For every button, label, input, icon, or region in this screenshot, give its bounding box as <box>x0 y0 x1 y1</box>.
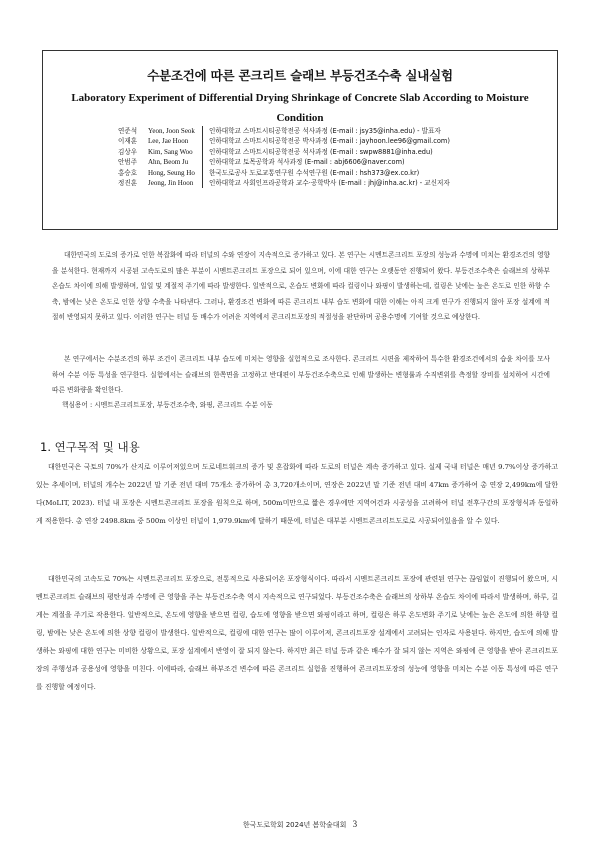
paper-title-korean: 수분조건에 따른 콘크리트 슬래브 부등건조수축 실내실험 <box>147 68 453 83</box>
author-affiliation: 인하대학교 스마트시티공학전공 박사과정 (E-mail : jayhoon.lee96@gmail.com) <box>202 136 450 146</box>
keywords: 핵심용어 : 시멘트콘크리트포장, 부등건조수축, 와핑, 콘크리트 수분 이동 <box>62 401 273 409</box>
body-paragraph-1 <box>36 458 558 530</box>
author-affiliation: 인하대학교 스마트시티공학전공 석사과정 (E-mail : jsy35@inha.edu) - 발표자 <box>202 126 441 136</box>
author-name-korean: 안범주 <box>118 158 138 167</box>
author-row <box>118 178 450 188</box>
author-affiliation: 인하대학교 토목공학과 석사과정 (E-mail : abj6606@naver.com) <box>202 157 405 167</box>
abstract-paragraph-1 <box>52 248 550 326</box>
section-heading: 1. 연구목적 및 내용 <box>40 440 140 454</box>
author-affiliation: 인하대학교 사회인프라공학과 교수·공학박사 (E-mail : jhj@inha.ac.kr) - 교신저자 <box>202 178 450 188</box>
author-list <box>118 126 450 188</box>
author-name-english: Ahn, Beom Ju <box>148 158 189 167</box>
abstract-text: 본 연구에서는 수분조건의 하부 조건이 콘크리트 내부 습도에 미치는 영향을 실험적으로 조사한다. 콘크리트 시편을 제작하여 특수한 환경조건에서의 습윤 차이를 모사하여 수분 이동 특성을 연구한다. 실험에서는 슬래브의 한쪽면을 고정하고 반대편이 부등건조수축으로 인해 발생하는 변형률과 수직변위를 측정할 장비를 설치하여 시간에 따른 변화량을 확인한다. <box>52 355 550 395</box>
body-paragraph-2 <box>36 570 558 696</box>
author-name-korean: 정진훈 <box>118 179 138 188</box>
conference-name: 한국도로학회 2024년 봄학술대회 <box>242 821 347 829</box>
author-row <box>118 147 450 157</box>
paper-title-english: Laboratory Experiment of Differential Drying Shrinkage of Concrete Slab According to Moisture Condition <box>71 92 529 124</box>
abstract-text: 대한민국의 도로의 증가로 인한 복잡화에 따라 터널의 수와 연장이 지속적으로 증가하고 있다. 본 연구는 시멘트콘크리트 포장의 성능과 수명에 미치는 환경조건의 영향을 분석한다. 현재까지 시공된 고속도로의 많은 부분이 시멘트콘크리트 포장으로 되어 있으며, 이에 대한 연구는 오랫동안 진행되어 왔다. 부등건조수축은 슬래브의 상하부 온습도 차이에 의해 발생하며, 일일 및 계절적 주기에 따라 발생한다. 일반적으로, 온습도 변화에 따라 컬링이나 와핑이 발생하는데, 컬링은 낮에는 높은 온도로 인한 하향 수축, 밤에는 낮은 온도로 인한 상향 수축을 나타낸다. 그러나, 환경조건 변화에 따른 콘크리트 내부 습도 변화에 대한 이해는 아직 크게 연구가 진행되지 않아 포장 설계에 적절히 반영되지 못하고 있다. 이러한 연구는 터널 등 배수가 어려운 지역에서 콘크리트포장의 적절성을 판단하며 공용수명에 기여할 것으로 예상한다. <box>52 251 550 322</box>
author-row <box>118 168 450 178</box>
author-row <box>118 126 450 136</box>
author-name-english: Lee, Jae Hoon <box>148 137 189 146</box>
author-name-korean: 이재훈 <box>118 137 138 146</box>
author-name-korean: 홍승호 <box>118 168 138 177</box>
page-number: 3 <box>352 819 358 829</box>
author-name-english: Kim, Sang Woo <box>148 147 193 156</box>
author-name-english: Hong, Seung Ho <box>148 168 195 177</box>
abstract-paragraph-2 <box>52 352 550 399</box>
author-row <box>118 157 450 167</box>
author-name-korean: 연준석 <box>118 127 138 135</box>
author-name-english: Jeong, Jin Hoon <box>148 179 194 188</box>
author-name-korean: 김상우 <box>118 147 138 156</box>
author-row <box>118 136 450 146</box>
page-footer <box>0 819 600 830</box>
author-name-english: Yeon, Joon Seok <box>148 127 195 135</box>
author-affiliation: 인하대학교 스마트시티공학전공 석사과정 (E-mail : swpw8881@inha.edu) <box>202 147 433 157</box>
body-text: 대한민국은 국토의 70%가 산지로 이루어져있으며 도로네트워크의 증가 및 혼잡화에 따라 도로의 터널은 계속 증가하고 있다. 실제 국내 터널은 매년 9.7%이상 증가하고 있는 추세이며, 터널의 개수는 2022년 말 기준 전년 대비 75개소 증가하여 총 3,720개소이며, 연장은 2022년 말 기준 전년 대비 47km 증가하여 총 연장 2,499km에 달한다(MoLIT, 2023). 터널 내 포장은 시멘트콘크리트 포장을 원칙으로 하며, 500m미만으로 짧은 경우에만 지역여건과 시공성을 고려하여 터널 전후구간의 포장형식과 동일하게 적용한다. 총 연장 2498.8km 중 500m 이상인 터널이 1,979.9km에 달하기 때문에, 터널은 대부분 시멘트콘크리트도로로 시공되어있음을 알 수 있다. <box>36 463 558 525</box>
author-affiliation: 한국도로공사 도로교통연구원 수석연구원 (E-mail : hsh373@ex.co.kr) <box>202 168 419 178</box>
body-text: 대한민국의 고속도로 70%는 시멘트콘크리트 포장으로, 전통적으로 사용되어온 포장형식이다. 따라서 시멘트콘크리트 포장에 관련된 연구는 끊임없이 진행되어 왔으며, 시멘트콘크리트 슬래브의 평탄성과 수명에 큰 영향을 주는 부등건조수축 역시 지속적으로 연구되었다. 부등건조수축은 슬래브의 상하부 온습도 차이에 따라서 발생하며, 하루, 길게는 계절을 주기로 작용한다. 일반적으로, 온도에 영향을 받으면 컬링, 습도에 영향을 받으면 와핑이라고 하며, 컬링은 하루 온도변화 주기로 낮에는 높은 온도에 의한 하향 컬링, 밤에는 낮은 온도에 의한 상향 컬링이 발생한다. 일반적으로, 컬링에 대한 연구는 많이 이루어져, 콘크리트포장 설계에서 고려되는 인자로 사용된다. 하지만, 습도에 의해 발생하는 와핑에 대한 연구는 미비한 상황으로, 포장 설계에서 반영이 잘 되지 않는다. 하지만 최근 터널 등과 같은 배수가 잘 되지 않는 지역은 와핑에 큰 영향을 받아 콘크리트포장의 주행성과 공용성에 영향을 미친다. 이에따라, 슬래브 하부조건 변수에 따른 콘크리트 실험을 진행하여 콘크리트포장의 성능에 영향을 미치는 수분 이동 특성에 따른 연구를 진행할 예정이다. <box>36 575 558 691</box>
